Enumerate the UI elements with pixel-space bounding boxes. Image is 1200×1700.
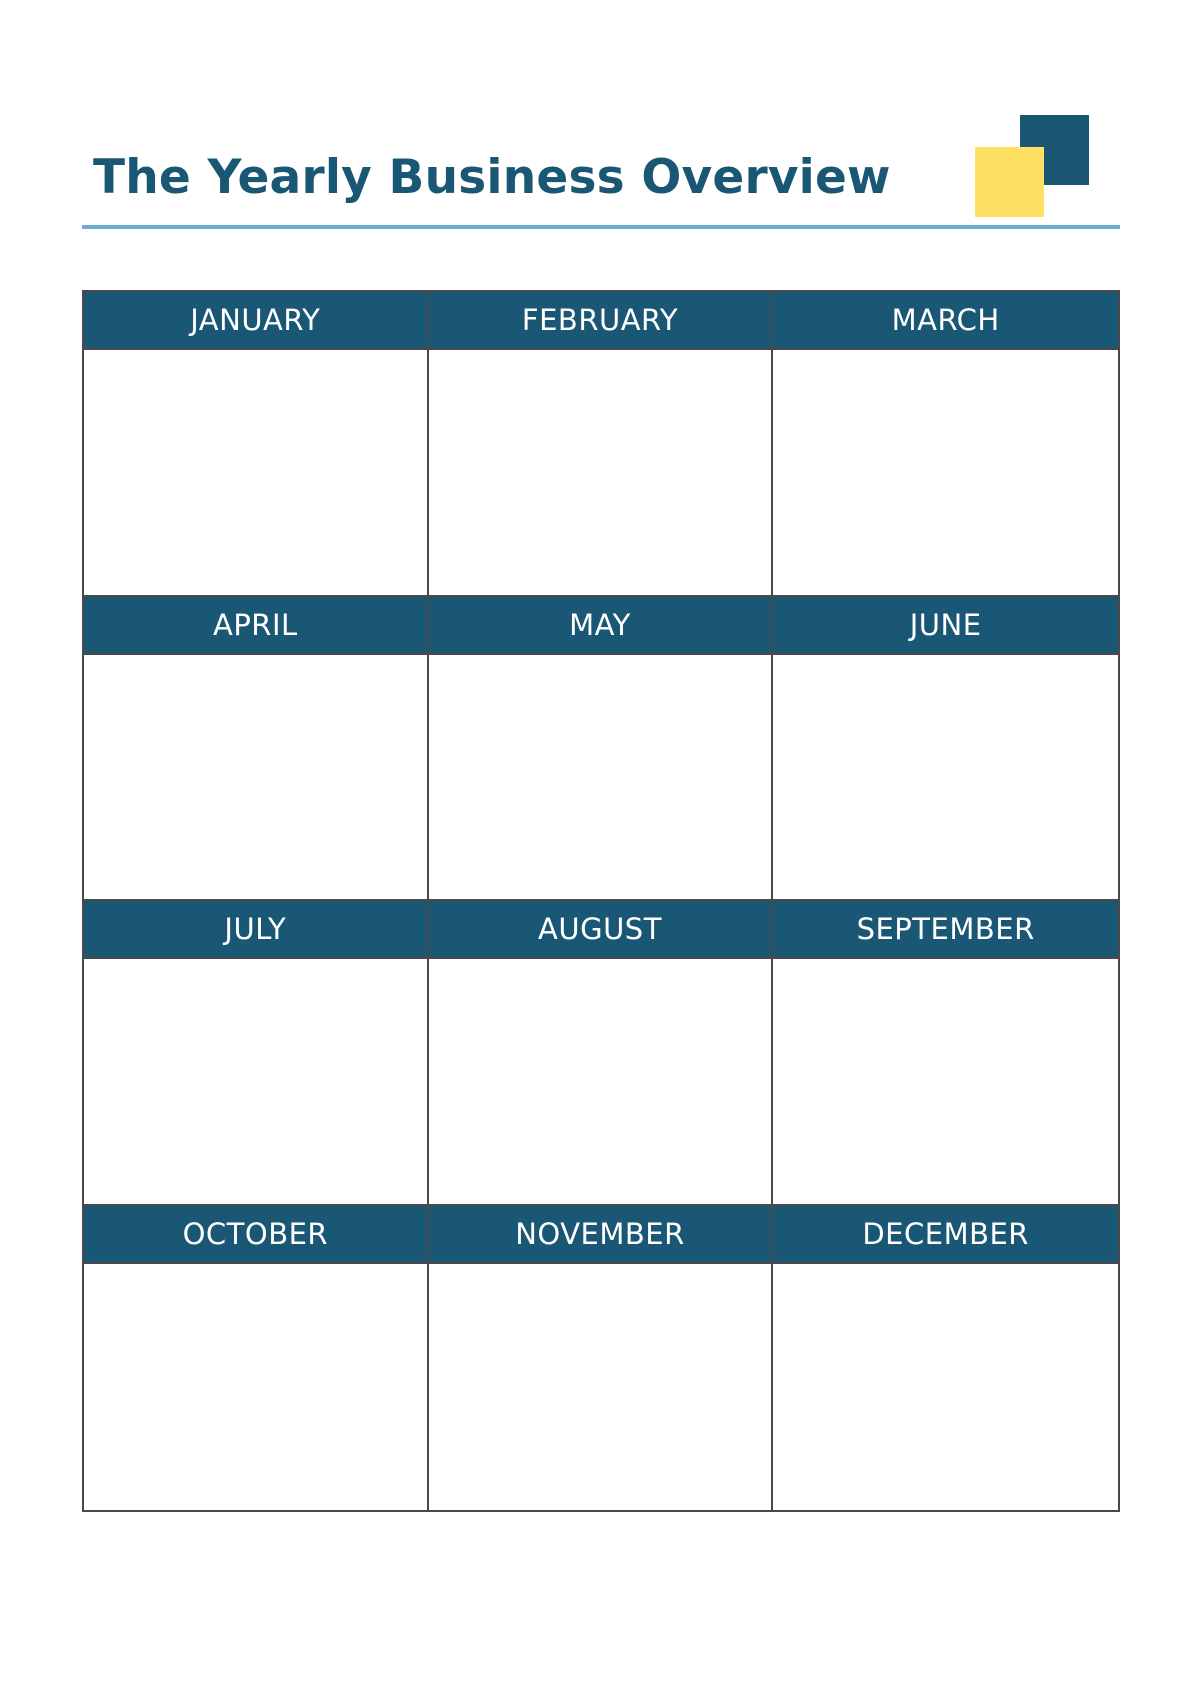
month-body-march[interactable]	[773, 350, 1118, 595]
title-underline	[82, 225, 1120, 229]
month-cell-october	[84, 1206, 429, 1511]
month-cell-march	[773, 292, 1118, 597]
month-cell-may	[429, 597, 774, 902]
month-header-march: MARCH	[773, 292, 1118, 350]
month-body-may[interactable]	[429, 655, 772, 900]
month-cell-november	[429, 1206, 774, 1511]
month-header-may: MAY	[429, 597, 772, 655]
month-header-february: FEBRUARY	[429, 292, 772, 350]
month-body-february[interactable]	[429, 350, 772, 595]
month-body-october[interactable]	[84, 1264, 427, 1511]
month-header-december: DECEMBER	[773, 1206, 1118, 1264]
month-body-april[interactable]	[84, 655, 427, 900]
month-body-december[interactable]	[773, 1264, 1118, 1511]
month-cell-september	[773, 901, 1118, 1206]
month-body-july[interactable]	[84, 959, 427, 1204]
month-grid	[82, 290, 1120, 1512]
month-header-april: APRIL	[84, 597, 427, 655]
month-body-november[interactable]	[429, 1264, 772, 1511]
decorative-yellow-square	[975, 147, 1044, 217]
month-header-august: AUGUST	[429, 901, 772, 959]
month-body-september[interactable]	[773, 959, 1118, 1204]
month-body-january[interactable]	[84, 350, 427, 595]
month-cell-january	[84, 292, 429, 597]
month-header-july: JULY	[84, 901, 427, 959]
month-cell-june	[773, 597, 1118, 902]
month-header-january: JANUARY	[84, 292, 427, 350]
month-header-october: OCTOBER	[84, 1206, 427, 1264]
month-header-november: NOVEMBER	[429, 1206, 772, 1264]
month-cell-august	[429, 901, 774, 1206]
page-title: The Yearly Business Overview	[93, 150, 891, 205]
month-cell-december	[773, 1206, 1118, 1511]
month-header-june: JUNE	[773, 597, 1118, 655]
month-body-june[interactable]	[773, 655, 1118, 900]
month-cell-february	[429, 292, 774, 597]
month-body-august[interactable]	[429, 959, 772, 1204]
month-header-september: SEPTEMBER	[773, 901, 1118, 959]
month-cell-april	[84, 597, 429, 902]
month-cell-july	[84, 901, 429, 1206]
